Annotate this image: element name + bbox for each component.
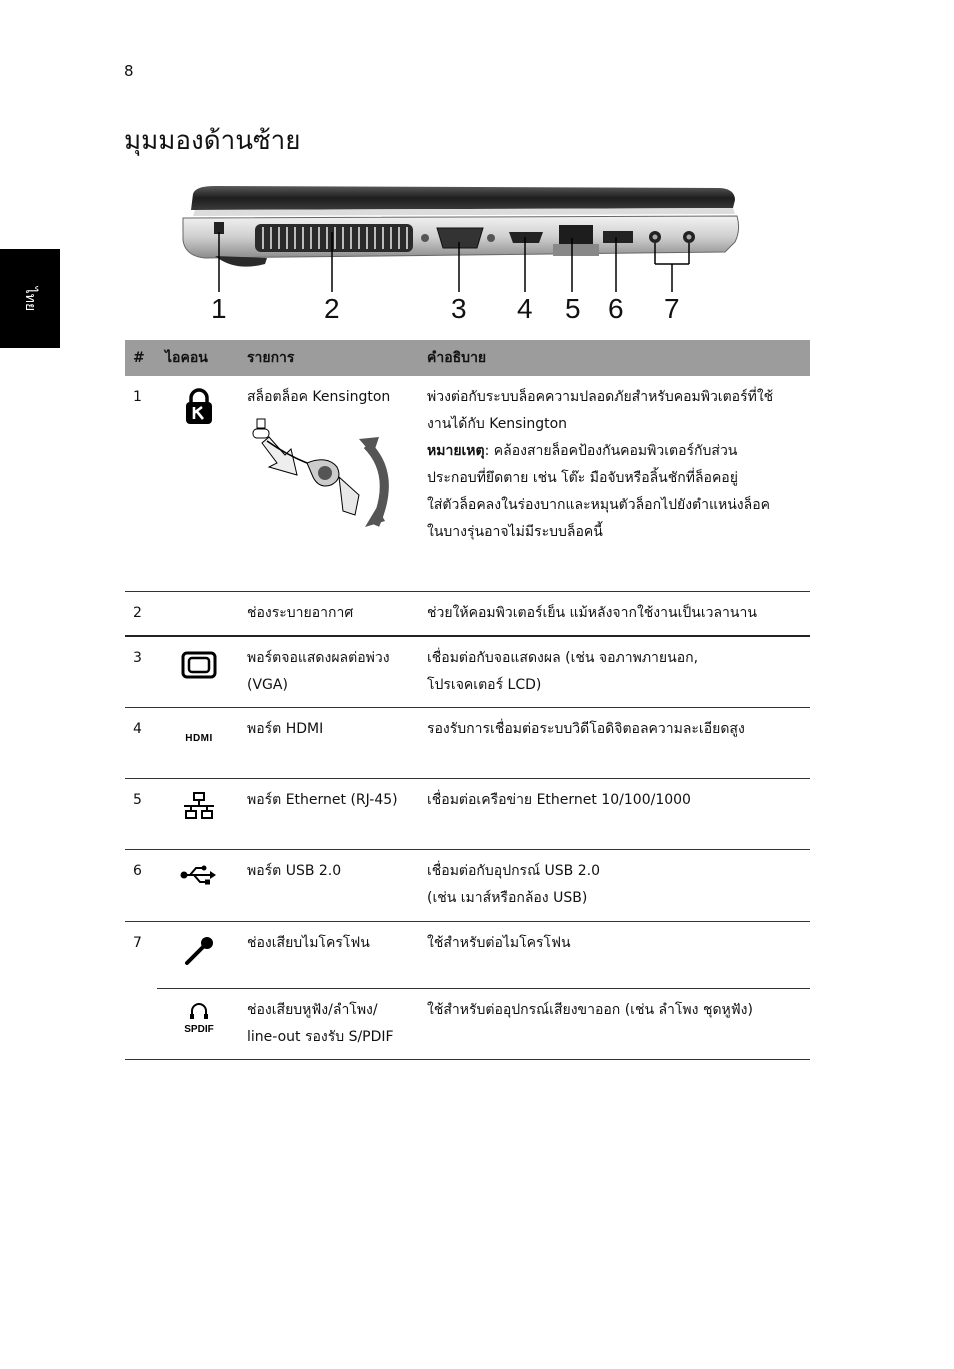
header-description: คำอธิบาย bbox=[419, 340, 810, 376]
row-number: 1 bbox=[125, 376, 157, 591]
row-item: พอร์ต USB 2.0 bbox=[239, 849, 419, 921]
row-number: 4 bbox=[125, 707, 157, 778]
row-item: พอร์ต HDMI bbox=[239, 707, 419, 778]
row-number: 2 bbox=[125, 591, 157, 636]
table-row bbox=[125, 849, 810, 921]
callout-2: 2 bbox=[324, 293, 340, 324]
table-row bbox=[125, 707, 810, 778]
row-description: รองรับการเชื่อมต่อระบบวิดีโอดิจิตอลความละเอียดสูง bbox=[419, 707, 810, 778]
row-item: พอร์ตจอแสดงผลต่อพ่วง (VGA) bbox=[239, 636, 419, 708]
callout-6: 6 bbox=[608, 293, 624, 324]
table-row bbox=[125, 778, 810, 849]
table-header-row bbox=[125, 340, 810, 376]
callout-4: 4 bbox=[517, 293, 533, 324]
row-description: ช่วยให้คอมพิวเตอร์เย็น แม้หลังจากใช้งานเป็นเวลานาน bbox=[419, 591, 810, 636]
table-row bbox=[125, 636, 810, 708]
row-item: ช่องเสียบไมโครโฟน bbox=[247, 934, 370, 951]
page-title: มุมมองด้านซ้าย bbox=[124, 126, 301, 156]
row-description: เชื่อมต่อกับจอแสดงผล (เช่น จอภาพภายนอก, โปรเจคเตอร์ LCD) bbox=[419, 636, 810, 708]
vga-port-icon bbox=[181, 651, 217, 679]
row-description: เชื่อมต่อกับอุปกรณ์ USB 2.0 (เช่น เมาส์หรือกล้อง USB) bbox=[419, 849, 810, 921]
row-number: 7 bbox=[133, 934, 142, 951]
usb-icon bbox=[180, 864, 218, 886]
callout-7: 7 bbox=[664, 293, 680, 324]
hdmi-icon bbox=[179, 730, 219, 744]
row-number: 3 bbox=[125, 636, 157, 708]
table-row bbox=[125, 376, 810, 591]
row-item: สล็อตล็อค Kensington bbox=[247, 389, 391, 405]
row-item: ช่องเสียบหูฟัง/ลำโพง/ line-out รองรับ S/PDIF bbox=[239, 988, 419, 1059]
kensington-lock-illustration bbox=[247, 415, 407, 535]
ethernet-icon bbox=[182, 791, 216, 821]
page-number: 8 bbox=[124, 62, 134, 80]
headphone-spdif-icon bbox=[179, 1001, 219, 1035]
callout-5: 5 bbox=[565, 293, 581, 324]
ports-table bbox=[125, 340, 810, 1060]
table-row bbox=[125, 591, 810, 636]
svg-text:HDMI: HDMI bbox=[185, 732, 213, 744]
row-description: เชื่อมต่อเครือข่าย Ethernet 10/100/1000 bbox=[419, 778, 810, 849]
row-number: 5 bbox=[125, 778, 157, 849]
header-item: รายการ bbox=[239, 340, 419, 376]
row-description: พ่วงต่อกับระบบล็อคความปลอดภัยสำหรับคอมพิวเตอร์ที่ใช้ งานได้กับ Kensington bbox=[427, 389, 774, 432]
row-item: พอร์ต Ethernet (RJ-45) bbox=[239, 778, 419, 849]
header-icon: ไอคอน bbox=[157, 340, 239, 376]
callout-1: 1 bbox=[211, 293, 227, 324]
table-row bbox=[125, 921, 810, 988]
row-description: ใช้สำหรับต่ออุปกรณ์เสียงขาออก (เช่น ลำโพง ชุดหูฟัง) bbox=[419, 988, 810, 1059]
note-label: หมายเหตุ bbox=[427, 443, 485, 459]
row-number: 6 bbox=[125, 849, 157, 921]
row-note: หมายเหตุ: คล้องสายล็อคป้องกันคอมพิวเตอร์กับส่วน ประกอบที่ยึดตาย เช่น โต๊ะ มือจับหรือลิ้นชักที่ล็อคอยู่ ใส่ตัวล็อคลงในร่องบากและหมุนตัวล็อกไปยังตำแหน่งล็อค ในบางรุ่นอาจไม่มีระบบล็อคนี้ bbox=[427, 443, 770, 540]
microphone-icon bbox=[182, 934, 216, 968]
table-row bbox=[125, 988, 810, 1059]
callout-3: 3 bbox=[451, 293, 467, 324]
kensington-lock-icon bbox=[184, 388, 214, 426]
row-item: ช่องระบายอากาศ bbox=[239, 591, 419, 636]
row-number bbox=[125, 988, 157, 1059]
side-tab-label: ไทย bbox=[21, 286, 38, 311]
row-description: ใช้สำหรับต่อไมโครโฟน bbox=[427, 934, 571, 951]
header-number: # bbox=[125, 340, 157, 376]
spdif-label: SPDIF bbox=[184, 1023, 214, 1035]
language-side-tab bbox=[0, 249, 60, 348]
